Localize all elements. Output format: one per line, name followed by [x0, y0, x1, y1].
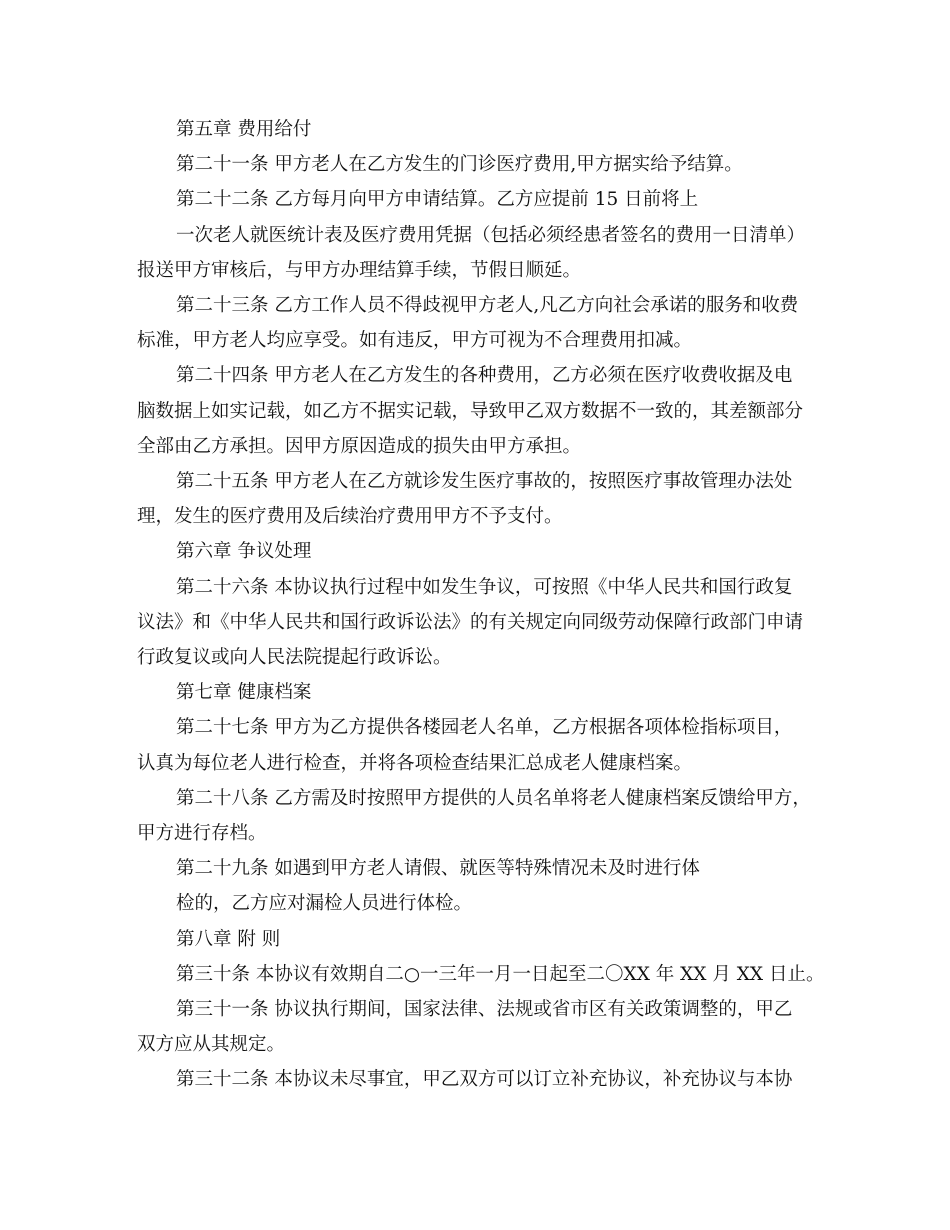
article-32-line-1: 第三十二条 本协议未尽事宜，甲乙双方可以订立补充协议，补充协议与本协 — [176, 1069, 793, 1090]
chapter-6-heading: 第六章 争议处理 — [176, 541, 312, 562]
article-24-line-2: 脑数据上如实记载，如乙方不据实记载，导致甲乙双方数据不一致的，其差额部分 — [137, 401, 804, 422]
article-22-line-1: 第二十二条 乙方每月向甲方申请结算。乙方应提前 15 日前将上 — [176, 189, 699, 210]
article-23-line-1: 第二十三条 乙方工作人员不得歧视甲方老人,凡乙方向社会承诺的服务和收费 — [176, 295, 799, 316]
article-26-line-3: 行政复议或向人民法院提起行政诉讼。 — [137, 647, 452, 668]
article-31-line-2: 双方应从其规定。 — [137, 1034, 286, 1055]
article-21: 第二十一条 甲方老人在乙方发生的门诊医疗费用,甲方据实给予结算。 — [176, 154, 743, 175]
article-30: 第三十条 本协议有效期自二○一三年一月一日起至二〇XX 年 XX 月 XX 日止。 — [176, 964, 825, 985]
chapter-5-heading: 第五章 费用给付 — [176, 119, 312, 140]
chapter-7-heading: 第七章 健康档案 — [176, 682, 312, 703]
article-28-line-2: 甲方进行存档。 — [137, 823, 267, 844]
article-25-line-1: 第二十五条 甲方老人在乙方就诊发生医疗事故的，按照医疗事故管理办法处 — [176, 471, 793, 492]
article-31-line-1: 第三十一条 协议执行期间，国家法律、法规或省市区有关政策调整的，甲乙 — [176, 999, 793, 1020]
article-25-line-2: 理，发生的医疗费用及后续治疗费用甲方不予支付。 — [137, 506, 563, 527]
article-24-line-3: 全部由乙方承担。因甲方原因造成的损失由甲方承担。 — [137, 436, 582, 457]
article-29-line-2: 检的，乙方应对漏检人员进行体检。 — [176, 893, 473, 914]
chapter-8-heading: 第八章 附 则 — [176, 929, 281, 950]
article-28-line-1: 第二十八条 乙方需及时按照甲方提供的人员名单将老人健康档案反馈给甲方， — [176, 788, 811, 809]
article-27-line-1: 第二十七条 甲方为乙方提供各楼园老人名单，乙方根据各项体检指标项目， — [176, 717, 793, 738]
article-29-line-1: 第二十九条 如遇到甲方老人请假、就医等特殊情况未及时进行体 — [176, 858, 700, 879]
article-22-line-3: 报送甲方审核后，与甲方办理结算手续，节假日顺延。 — [137, 260, 582, 281]
article-24-line-1: 第二十四条 甲方老人在乙方发生的各种费用，乙方必须在医疗收费收据及电 — [176, 365, 793, 386]
article-22-line-2: 一次老人就医统计表及医疗费用凭据（包括必须经患者签名的费用一日清单） — [176, 225, 806, 246]
article-23-line-2: 标准，甲方老人均应享受。如有违反，甲方可视为不合理费用扣减。 — [137, 330, 693, 351]
article-26-line-1: 第二十六条 本协议执行过程中如发生争议，可按照《中华人民共和国行政复 — [176, 577, 793, 598]
article-26-line-2: 议法》和《中华人民共和国行政诉讼法》的有关规定向同级劳动保障行政部门申请 — [137, 612, 804, 633]
article-27-line-2: 认真为每位老人进行检查，并将各项检查结果汇总成老人健康档案。 — [137, 753, 693, 774]
